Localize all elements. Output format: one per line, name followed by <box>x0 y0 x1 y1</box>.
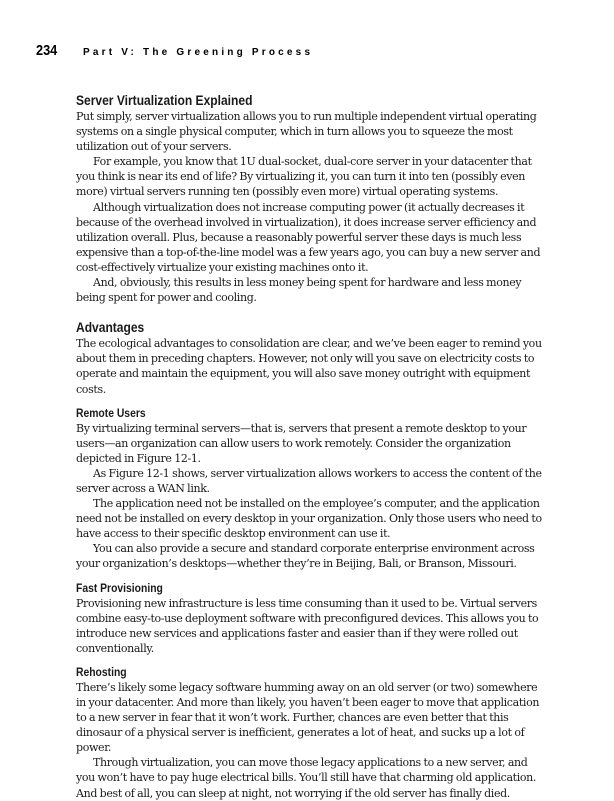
paragraph: For example, you know that 1U dual-socket, dual-core server in your datacenter that you think is near its end of life? By virtualizing it, you can turn it into ten (possibly even more) virtual servers running ten (possibly even more) virtual operating systems. <box>76 155 532 199</box>
subsection-fast-provisioning <box>76 582 546 656</box>
paragraph: By virtualizing terminal servers—that is, servers that present a remote desktop to your users—an organization can allow users to work remotely. Consider the organization depicted in Figure 12-1. <box>76 421 527 465</box>
section-heading: Advantages <box>76 319 145 336</box>
paragraph: Put simply, server virtualization allows you to run multiple independent virtual operating systems on a single physical computer, which in turn allows you to squeeze the most utilization out of your servers. <box>76 110 537 154</box>
paragraph: There’s likely some legacy software humming away on an old server (or two) somewhere in your datacenter. And more than likely, you haven’t been eager to move that application to a new server in fear that it won’t work. Further, chances are even better that this dinosaur of a physical server is inefficient, generates a lot of heat, and sucks up a lot of power. <box>76 680 540 755</box>
paragraph: Although virtualization does not increase computing power (it actually decreases it because of the overhead involved in virtualization), it does increase server efficiency and utilization overall. Plus, because a reasonably powerful server these days is much less expensive than a top-of-the-line model was a few years ago, you can buy a new server and cost-effectively virtualize your existing machines onto it. <box>76 200 541 274</box>
body-content <box>76 92 546 801</box>
subsection-heading: Fast Provisioning <box>76 582 163 595</box>
paragraph: The application need not be installed on the employee’s computer, and the application need not be installed on every desktop in your organization. Only those users who need to have access to their specific desktop environment can use it. <box>76 497 542 541</box>
section-heading: Server Virtualization Explained <box>76 92 253 108</box>
paragraph: As Figure 12-1 shows, server virtualization allows workers to access the content of the server across a WAN link. <box>76 466 542 495</box>
paragraph: The ecological advantages to consolidation are clear, and we’ve been eager to remind you about them in preceding chapters. However, not only will you save on electricity costs to operate and maintain the equipment, you will also save money outright with equipment costs. <box>76 337 542 396</box>
section-advantages <box>76 319 546 396</box>
paragraph: Through virtualization, you can move those legacy applications to a new server, and you won’t have to pay huge electrical bills. You’ll still have that charming old application. And best of all, you can sleep at night, not worrying if the old server has finally died. <box>76 756 537 800</box>
paragraph: You can also provide a secure and standard corporate enterprise environment across your organization’s desktops—whether they’re in Beijing, Bali, or Branson, Missouri. <box>76 542 535 571</box>
subsection-remote-users <box>76 407 546 572</box>
part-title: Part V: The Greening Process <box>83 47 314 58</box>
subsection-heading: Remote Users <box>76 407 146 420</box>
section-server-virtualization <box>76 92 546 305</box>
subsection-rehosting <box>76 666 546 801</box>
page-number: 234 <box>36 42 58 59</box>
paragraph: Provisioning new infrastructure is less time consuming than it used to be. Virtual servers combine easy-to-use deployment software with preconfigured devices. This allows you to introduce new services and applications faster and easier than if they were rolled out conventionally. <box>76 596 539 655</box>
subsection-heading: Rehosting <box>76 666 127 679</box>
running-head <box>36 42 313 59</box>
paragraph: And, obviously, this results in less money being spent for hardware and less money being spent for power and cooling. <box>76 276 522 305</box>
